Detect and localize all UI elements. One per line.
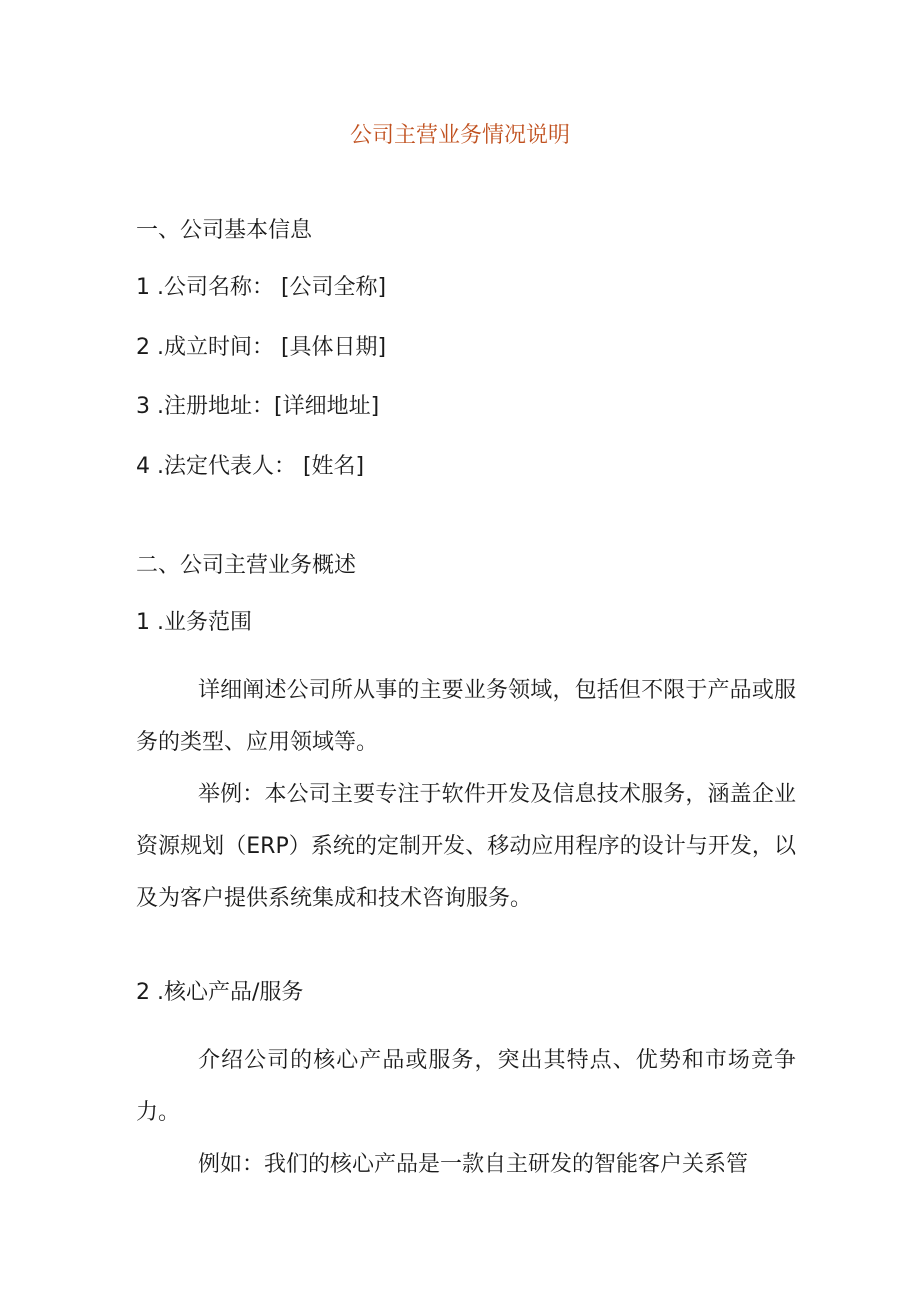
paragraph-core-products-example: 例如：我们的核心产品是一款自主研发的智能客户关系管	[198, 1152, 749, 1177]
document-title: 公司主营业务情况说明	[349, 123, 570, 148]
info-item-founding-date: 2 .成立时间： [具体日期]	[136, 335, 387, 360]
info-item-registered-address: 3 .注册地址：[详细地址]	[136, 394, 380, 419]
info-item-company-name: 1 .公司名称： [公司全称]	[136, 275, 387, 300]
subheading-core-products: 2 .核心产品/服务	[136, 980, 304, 1005]
paragraph-business-scope-example: 举例：本公司主要专注于软件开发及信息技术服务，涵盖企业资源规划（ERP）系统的定制开发、移动应用程序的设计与开发，以及为客户提供系统集成和技术咨询服务。	[136, 782, 796, 911]
section-heading-basic-info: 一、公司基本信息	[136, 218, 313, 243]
subheading-business-scope: 1 .业务范围	[136, 610, 252, 635]
section-heading-business-overview: 二、公司主营业务概述	[136, 553, 357, 578]
info-item-legal-representative: 4 .法定代表人： [姓名]	[136, 454, 365, 479]
paragraph-core-products-description: 介绍公司的核心产品或服务，突出其特点、优势和市场竞争力。	[136, 1048, 796, 1125]
paragraph-business-scope-description: 详细阐述公司所从事的主要业务领域，包括但不限于产品或服务的类型、应用领域等。	[136, 678, 796, 755]
